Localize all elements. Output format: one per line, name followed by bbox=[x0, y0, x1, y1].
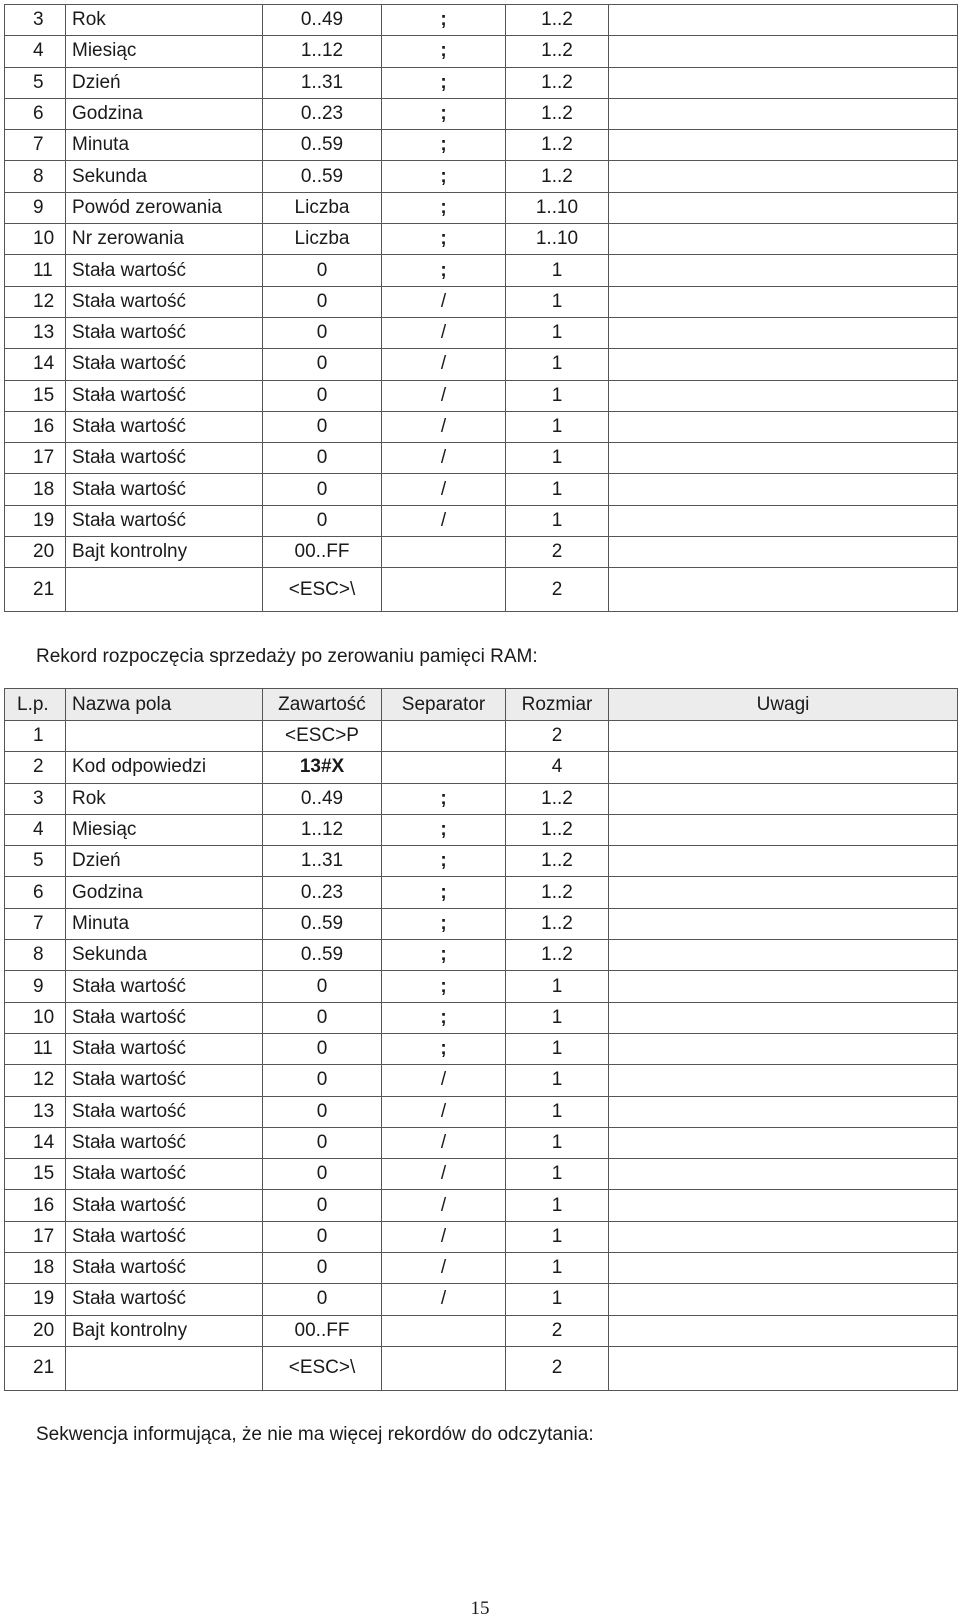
cell-lp: 10 bbox=[5, 1002, 66, 1033]
cell-separator: ; bbox=[382, 846, 506, 877]
cell-separator: / bbox=[382, 1127, 506, 1158]
cell-lp: 10 bbox=[5, 224, 66, 255]
cell-lp: 15 bbox=[5, 1159, 66, 1190]
cell-separator: / bbox=[382, 1065, 506, 1096]
cell-lp: 13 bbox=[5, 1096, 66, 1127]
cell-rozmiar: 1 bbox=[506, 1033, 609, 1064]
cell-uwagi bbox=[609, 1159, 958, 1190]
cell-uwagi bbox=[609, 971, 958, 1002]
cell-separator bbox=[382, 752, 506, 783]
table-row bbox=[5, 814, 958, 845]
cell-lp: 12 bbox=[5, 1065, 66, 1096]
cell-zawartosc: 0..23 bbox=[263, 98, 382, 129]
header-lp: L.p. bbox=[5, 689, 66, 721]
cell-lp: 12 bbox=[5, 286, 66, 317]
cell-rozmiar: 1 bbox=[506, 1190, 609, 1221]
table-row bbox=[5, 568, 958, 612]
cell-separator bbox=[382, 1315, 506, 1346]
header-separator: Separator bbox=[382, 689, 506, 721]
table-row bbox=[5, 1253, 958, 1284]
cell-lp: 4 bbox=[5, 814, 66, 845]
table-header-row bbox=[5, 689, 958, 721]
cell-nazwa-pola: Stała wartość bbox=[66, 255, 263, 286]
cell-uwagi bbox=[609, 940, 958, 971]
cell-lp: 16 bbox=[5, 411, 66, 442]
cell-uwagi bbox=[609, 224, 958, 255]
cell-separator: / bbox=[382, 474, 506, 505]
cell-zawartosc: 0 bbox=[263, 1065, 382, 1096]
cell-uwagi bbox=[609, 1284, 958, 1315]
header-rozmiar: Rozmiar bbox=[506, 689, 609, 721]
cell-lp: 11 bbox=[5, 1033, 66, 1064]
cell-nazwa-pola bbox=[66, 721, 263, 752]
cell-uwagi bbox=[609, 317, 958, 348]
cell-zawartosc: 0 bbox=[263, 1221, 382, 1252]
table-row bbox=[5, 224, 958, 255]
cell-separator bbox=[382, 1346, 506, 1390]
cell-uwagi bbox=[609, 36, 958, 67]
cell-lp: 21 bbox=[5, 568, 66, 612]
cell-zawartosc: <ESC>P bbox=[263, 721, 382, 752]
cell-rozmiar: 1..2 bbox=[506, 36, 609, 67]
table-row bbox=[5, 908, 958, 939]
cell-rozmiar: 1..2 bbox=[506, 814, 609, 845]
cell-lp: 6 bbox=[5, 98, 66, 129]
cell-nazwa-pola: Powód zerowania bbox=[66, 192, 263, 223]
section-title-ram-reset: Rekord rozpoczęcia sprzedaży po zerowaniu pamięci RAM: bbox=[36, 646, 538, 667]
cell-zawartosc: Liczba bbox=[263, 192, 382, 223]
cell-rozmiar: 2 bbox=[506, 1315, 609, 1346]
cell-separator: / bbox=[382, 411, 506, 442]
cell-uwagi bbox=[609, 752, 958, 783]
cell-separator: / bbox=[382, 317, 506, 348]
cell-lp: 11 bbox=[5, 255, 66, 286]
cell-zawartosc: 00..FF bbox=[263, 1315, 382, 1346]
cell-separator: / bbox=[382, 1253, 506, 1284]
cell-rozmiar: 2 bbox=[506, 537, 609, 568]
cell-zawartosc: 0 bbox=[263, 1033, 382, 1064]
cell-zawartosc: 0 bbox=[263, 317, 382, 348]
cell-nazwa-pola: Stała wartość bbox=[66, 1159, 263, 1190]
cell-nazwa-pola: Stała wartość bbox=[66, 1190, 263, 1221]
cell-rozmiar: 1 bbox=[506, 1127, 609, 1158]
cell-zawartosc: 0..59 bbox=[263, 940, 382, 971]
cell-rozmiar: 1 bbox=[506, 1002, 609, 1033]
cell-lp: 9 bbox=[5, 192, 66, 223]
cell-lp: 18 bbox=[5, 1253, 66, 1284]
cell-rozmiar: 1..2 bbox=[506, 940, 609, 971]
cell-separator: ; bbox=[382, 783, 506, 814]
cell-nazwa-pola: Bajt kontrolny bbox=[66, 537, 263, 568]
cell-separator: ; bbox=[382, 908, 506, 939]
cell-uwagi bbox=[609, 783, 958, 814]
cell-rozmiar: 1..10 bbox=[506, 224, 609, 255]
cell-lp: 21 bbox=[5, 1346, 66, 1390]
table-row bbox=[5, 505, 958, 536]
table-row bbox=[5, 474, 958, 505]
cell-zawartosc: 0 bbox=[263, 474, 382, 505]
table-row bbox=[5, 1315, 958, 1346]
cell-separator bbox=[382, 537, 506, 568]
cell-rozmiar: 1..2 bbox=[506, 67, 609, 98]
cell-rozmiar: 1 bbox=[506, 1253, 609, 1284]
cell-uwagi bbox=[609, 98, 958, 129]
cell-lp: 7 bbox=[5, 908, 66, 939]
cell-nazwa-pola: Miesiąc bbox=[66, 814, 263, 845]
cell-uwagi bbox=[609, 192, 958, 223]
cell-zawartosc: 0..59 bbox=[263, 130, 382, 161]
cell-nazwa-pola: Minuta bbox=[66, 130, 263, 161]
cell-rozmiar: 1 bbox=[506, 474, 609, 505]
cell-nazwa-pola: Kod odpowiedzi bbox=[66, 752, 263, 783]
table-body bbox=[5, 721, 958, 1391]
cell-separator: ; bbox=[382, 67, 506, 98]
cell-separator: ; bbox=[382, 36, 506, 67]
cell-rozmiar: 1..2 bbox=[506, 130, 609, 161]
cell-rozmiar: 1..2 bbox=[506, 5, 609, 36]
cell-separator: ; bbox=[382, 192, 506, 223]
cell-separator: / bbox=[382, 286, 506, 317]
cell-nazwa-pola: Stała wartość bbox=[66, 1221, 263, 1252]
cell-nazwa-pola bbox=[66, 1346, 263, 1390]
cell-uwagi bbox=[609, 130, 958, 161]
cell-uwagi bbox=[609, 1346, 958, 1390]
cell-separator: / bbox=[382, 1190, 506, 1221]
cell-separator: / bbox=[382, 505, 506, 536]
cell-zawartosc: 0 bbox=[263, 411, 382, 442]
cell-uwagi bbox=[609, 1002, 958, 1033]
cell-uwagi bbox=[609, 349, 958, 380]
cell-lp: 18 bbox=[5, 474, 66, 505]
cell-zawartosc: 00..FF bbox=[263, 537, 382, 568]
cell-nazwa-pola: Rok bbox=[66, 5, 263, 36]
cell-uwagi bbox=[609, 1033, 958, 1064]
cell-nazwa-pola: Dzień bbox=[66, 846, 263, 877]
table-body bbox=[5, 5, 958, 612]
table-row bbox=[5, 443, 958, 474]
cell-separator: ; bbox=[382, 161, 506, 192]
cell-separator: ; bbox=[382, 971, 506, 1002]
cell-uwagi bbox=[609, 908, 958, 939]
table-row bbox=[5, 1065, 958, 1096]
table-row bbox=[5, 286, 958, 317]
cell-separator bbox=[382, 721, 506, 752]
table-row bbox=[5, 1159, 958, 1190]
section-title-no-more-records: Sekwencja informująca, że nie ma więcej rekordów do odczytania: bbox=[36, 1424, 594, 1445]
cell-uwagi bbox=[609, 877, 958, 908]
table-row bbox=[5, 36, 958, 67]
cell-zawartosc: Liczba bbox=[263, 224, 382, 255]
cell-lp: 1 bbox=[5, 721, 66, 752]
cell-zawartosc: 13#X bbox=[263, 752, 382, 783]
cell-separator: ; bbox=[382, 255, 506, 286]
table-row bbox=[5, 130, 958, 161]
cell-separator: / bbox=[382, 1221, 506, 1252]
cell-rozmiar: 4 bbox=[506, 752, 609, 783]
cell-separator: / bbox=[382, 380, 506, 411]
cell-rozmiar: 1 bbox=[506, 971, 609, 1002]
cell-lp: 8 bbox=[5, 940, 66, 971]
cell-rozmiar: 1..2 bbox=[506, 908, 609, 939]
cell-rozmiar: 1..10 bbox=[506, 192, 609, 223]
cell-nazwa-pola: Sekunda bbox=[66, 161, 263, 192]
cell-lp: 19 bbox=[5, 505, 66, 536]
cell-lp: 8 bbox=[5, 161, 66, 192]
table-row bbox=[5, 317, 958, 348]
cell-lp: 5 bbox=[5, 846, 66, 877]
table-row bbox=[5, 1284, 958, 1315]
cell-zawartosc: 0 bbox=[263, 1096, 382, 1127]
cell-uwagi bbox=[609, 568, 958, 612]
cell-uwagi bbox=[609, 1096, 958, 1127]
cell-separator: / bbox=[382, 443, 506, 474]
cell-uwagi bbox=[609, 286, 958, 317]
cell-zawartosc: 0..59 bbox=[263, 161, 382, 192]
cell-zawartosc: 1..12 bbox=[263, 36, 382, 67]
cell-lp: 13 bbox=[5, 317, 66, 348]
cell-lp: 6 bbox=[5, 877, 66, 908]
cell-zawartosc: 0 bbox=[263, 443, 382, 474]
cell-lp: 14 bbox=[5, 349, 66, 380]
cell-rozmiar: 1 bbox=[506, 505, 609, 536]
table-row bbox=[5, 971, 958, 1002]
cell-zawartosc: 0 bbox=[263, 255, 382, 286]
table-row bbox=[5, 161, 958, 192]
cell-zawartosc: 0 bbox=[263, 1002, 382, 1033]
table-row bbox=[5, 5, 958, 36]
cell-zawartosc: 0 bbox=[263, 1190, 382, 1221]
cell-rozmiar: 2 bbox=[506, 721, 609, 752]
table-row bbox=[5, 255, 958, 286]
cell-uwagi bbox=[609, 411, 958, 442]
cell-zawartosc: 0 bbox=[263, 349, 382, 380]
cell-lp: 20 bbox=[5, 1315, 66, 1346]
cell-lp: 17 bbox=[5, 1221, 66, 1252]
cell-rozmiar: 1 bbox=[506, 349, 609, 380]
cell-nazwa-pola: Stała wartość bbox=[66, 1127, 263, 1158]
cell-uwagi bbox=[609, 814, 958, 845]
cell-nazwa-pola: Stała wartość bbox=[66, 349, 263, 380]
cell-zawartosc: 0 bbox=[263, 1127, 382, 1158]
cell-nazwa-pola: Stała wartość bbox=[66, 286, 263, 317]
cell-lp: 14 bbox=[5, 1127, 66, 1158]
table-row bbox=[5, 411, 958, 442]
cell-rozmiar: 1 bbox=[506, 411, 609, 442]
cell-rozmiar: 1 bbox=[506, 1221, 609, 1252]
cell-zawartosc: 0 bbox=[263, 286, 382, 317]
cell-uwagi bbox=[609, 1190, 958, 1221]
table-row bbox=[5, 783, 958, 814]
cell-lp: 7 bbox=[5, 130, 66, 161]
cell-separator bbox=[382, 568, 506, 612]
cell-zawartosc: 1..12 bbox=[263, 814, 382, 845]
table-row bbox=[5, 940, 958, 971]
cell-nazwa-pola: Stała wartość bbox=[66, 1002, 263, 1033]
cell-zawartosc: 0 bbox=[263, 505, 382, 536]
cell-uwagi bbox=[609, 443, 958, 474]
cell-zawartosc: 1..31 bbox=[263, 846, 382, 877]
cell-separator: ; bbox=[382, 940, 506, 971]
cell-separator: ; bbox=[382, 224, 506, 255]
cell-rozmiar: 1..2 bbox=[506, 98, 609, 129]
cell-lp: 3 bbox=[5, 5, 66, 36]
page-number: 15 bbox=[470, 1598, 490, 1619]
table-row bbox=[5, 1190, 958, 1221]
table-row bbox=[5, 1346, 958, 1390]
cell-lp: 2 bbox=[5, 752, 66, 783]
table-row bbox=[5, 380, 958, 411]
cell-lp: 20 bbox=[5, 537, 66, 568]
cell-separator: / bbox=[382, 1159, 506, 1190]
cell-zawartosc: 0..59 bbox=[263, 908, 382, 939]
cell-nazwa-pola: Stała wartość bbox=[66, 1065, 263, 1096]
cell-rozmiar: 1..2 bbox=[506, 161, 609, 192]
cell-nazwa-pola: Stała wartość bbox=[66, 380, 263, 411]
cell-nazwa-pola: Stała wartość bbox=[66, 1253, 263, 1284]
table-sale-start-after-ram-reset bbox=[4, 688, 958, 1391]
cell-nazwa-pola: Stała wartość bbox=[66, 474, 263, 505]
table-row bbox=[5, 752, 958, 783]
cell-zawartosc: 0 bbox=[263, 380, 382, 411]
header-uwagi: Uwagi bbox=[609, 689, 958, 721]
cell-uwagi bbox=[609, 161, 958, 192]
cell-nazwa-pola: Rok bbox=[66, 783, 263, 814]
cell-nazwa-pola: Stała wartość bbox=[66, 1033, 263, 1064]
cell-rozmiar: 2 bbox=[506, 1346, 609, 1390]
cell-rozmiar: 1..2 bbox=[506, 877, 609, 908]
cell-nazwa-pola: Godzina bbox=[66, 98, 263, 129]
cell-separator: ; bbox=[382, 130, 506, 161]
cell-uwagi bbox=[609, 255, 958, 286]
cell-lp: 17 bbox=[5, 443, 66, 474]
cell-nazwa-pola: Stała wartość bbox=[66, 505, 263, 536]
cell-uwagi bbox=[609, 1253, 958, 1284]
cell-nazwa-pola: Miesiąc bbox=[66, 36, 263, 67]
table-row bbox=[5, 349, 958, 380]
cell-rozmiar: 1 bbox=[506, 1096, 609, 1127]
cell-nazwa-pola: Minuta bbox=[66, 908, 263, 939]
cell-separator: / bbox=[382, 1284, 506, 1315]
cell-rozmiar: 1 bbox=[506, 286, 609, 317]
cell-separator: ; bbox=[382, 5, 506, 36]
cell-zawartosc: 0..49 bbox=[263, 783, 382, 814]
cell-separator: ; bbox=[382, 814, 506, 845]
cell-rozmiar: 1..2 bbox=[506, 783, 609, 814]
cell-rozmiar: 1 bbox=[506, 255, 609, 286]
cell-nazwa-pola: Godzina bbox=[66, 877, 263, 908]
cell-rozmiar: 1..2 bbox=[506, 846, 609, 877]
table-row bbox=[5, 67, 958, 98]
cell-uwagi bbox=[609, 1221, 958, 1252]
cell-separator: ; bbox=[382, 98, 506, 129]
cell-rozmiar: 1 bbox=[506, 1065, 609, 1096]
table-records-reset bbox=[4, 4, 958, 612]
table-row bbox=[5, 1096, 958, 1127]
cell-rozmiar: 2 bbox=[506, 568, 609, 612]
cell-uwagi bbox=[609, 1065, 958, 1096]
cell-separator: ; bbox=[382, 1033, 506, 1064]
cell-lp: 19 bbox=[5, 1284, 66, 1315]
table-row bbox=[5, 192, 958, 223]
cell-lp: 4 bbox=[5, 36, 66, 67]
table-row bbox=[5, 877, 958, 908]
cell-uwagi bbox=[609, 5, 958, 36]
cell-rozmiar: 1 bbox=[506, 380, 609, 411]
cell-lp: 15 bbox=[5, 380, 66, 411]
cell-zawartosc: 0 bbox=[263, 1284, 382, 1315]
cell-nazwa-pola: Stała wartość bbox=[66, 443, 263, 474]
header-nazwa-pola: Nazwa pola bbox=[66, 689, 263, 721]
cell-zawartosc: 1..31 bbox=[263, 67, 382, 98]
table-row bbox=[5, 846, 958, 877]
cell-nazwa-pola: Dzień bbox=[66, 67, 263, 98]
cell-separator: ; bbox=[382, 877, 506, 908]
cell-nazwa-pola: Stała wartość bbox=[66, 1284, 263, 1315]
cell-zawartosc: <ESC>\ bbox=[263, 1346, 382, 1390]
table-row bbox=[5, 1002, 958, 1033]
table-row bbox=[5, 1221, 958, 1252]
cell-rozmiar: 1 bbox=[506, 317, 609, 348]
cell-zawartosc: 0 bbox=[263, 1159, 382, 1190]
cell-nazwa-pola: Stała wartość bbox=[66, 1096, 263, 1127]
cell-rozmiar: 1 bbox=[506, 443, 609, 474]
cell-nazwa-pola: Stała wartość bbox=[66, 971, 263, 1002]
cell-zawartosc: 0..23 bbox=[263, 877, 382, 908]
cell-rozmiar: 1 bbox=[506, 1284, 609, 1315]
cell-uwagi bbox=[609, 474, 958, 505]
cell-lp: 3 bbox=[5, 783, 66, 814]
cell-nazwa-pola: Sekunda bbox=[66, 940, 263, 971]
cell-zawartosc: <ESC>\ bbox=[263, 568, 382, 612]
cell-lp: 16 bbox=[5, 1190, 66, 1221]
cell-separator: / bbox=[382, 349, 506, 380]
cell-uwagi bbox=[609, 505, 958, 536]
cell-separator: ; bbox=[382, 1002, 506, 1033]
table-row bbox=[5, 1033, 958, 1064]
cell-uwagi bbox=[609, 537, 958, 568]
cell-nazwa-pola: Stała wartość bbox=[66, 317, 263, 348]
cell-uwagi bbox=[609, 721, 958, 752]
cell-lp: 9 bbox=[5, 971, 66, 1002]
table-row bbox=[5, 721, 958, 752]
cell-rozmiar: 1 bbox=[506, 1159, 609, 1190]
cell-separator: / bbox=[382, 1096, 506, 1127]
table-row bbox=[5, 98, 958, 129]
cell-nazwa-pola: Bajt kontrolny bbox=[66, 1315, 263, 1346]
cell-nazwa-pola: Nr zerowania bbox=[66, 224, 263, 255]
cell-nazwa-pola: Stała wartość bbox=[66, 411, 263, 442]
header-zawartosc: Zawartość bbox=[263, 689, 382, 721]
cell-uwagi bbox=[609, 1127, 958, 1158]
cell-lp: 5 bbox=[5, 67, 66, 98]
cell-zawartosc: 0 bbox=[263, 1253, 382, 1284]
cell-uwagi bbox=[609, 67, 958, 98]
cell-uwagi bbox=[609, 1315, 958, 1346]
cell-uwagi bbox=[609, 380, 958, 411]
cell-zawartosc: 0..49 bbox=[263, 5, 382, 36]
table-row bbox=[5, 537, 958, 568]
table-row bbox=[5, 1127, 958, 1158]
cell-uwagi bbox=[609, 846, 958, 877]
cell-nazwa-pola bbox=[66, 568, 263, 612]
cell-zawartosc: 0 bbox=[263, 971, 382, 1002]
